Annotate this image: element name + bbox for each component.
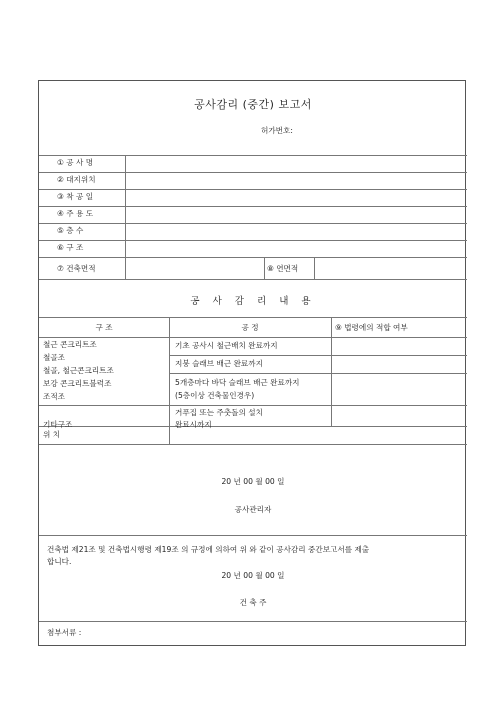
structure-other: 기타구조	[43, 420, 73, 429]
divider	[125, 155, 126, 279]
section-title: 공 사 감 리 내 용	[190, 296, 316, 307]
divider	[39, 426, 467, 427]
divider	[314, 257, 315, 279]
process-floor-slab: 5개층마다 바닥 슬래브 배근 완료까지	[175, 378, 300, 387]
divider	[39, 155, 467, 156]
divider	[39, 223, 467, 224]
declaration-signer: 건 축 주	[239, 598, 267, 607]
report-form	[38, 80, 466, 646]
process-foundation: 기초 공사시 철근배치 완료까지	[175, 341, 278, 350]
divider	[264, 257, 265, 279]
field-label-building-area: ⑦ 건축면적	[57, 264, 96, 273]
divider	[39, 621, 467, 622]
divider	[39, 172, 467, 173]
divider	[39, 257, 467, 258]
declaration-date: 20 년 00 월 00 일	[221, 571, 285, 580]
divider	[169, 355, 467, 356]
supervisor-signer: 공사관리자	[234, 505, 272, 514]
attachments-label: 첨부서류 :	[47, 628, 82, 637]
field-label-floors: ⑤ 층 수	[57, 226, 84, 235]
field-label-site-location: ② 대지위치	[57, 175, 96, 184]
structure-masonry: 조적조	[43, 392, 66, 401]
divider	[39, 206, 467, 207]
declaration-line-2: 합니다.	[47, 557, 72, 566]
header-structure: 구 조	[95, 323, 113, 332]
field-label-main-use: ④ 주 용 도	[57, 209, 94, 218]
process-floor-slab-note: (5층이상 건축물인경우)	[175, 391, 255, 400]
process-roof-slab: 지붕 슬래브 배근 완료까지	[175, 359, 263, 368]
divider	[169, 373, 467, 374]
process-formwork-2: 완료시까지	[175, 420, 212, 429]
permit-number-label: 허가번호:	[261, 126, 293, 135]
structure-steel: 철골조	[43, 353, 66, 362]
divider	[39, 405, 467, 406]
field-label-structure: ⑥ 구 조	[57, 243, 84, 252]
declaration-line-1: 건축법 제21조 및 건축법시행령 제19조 의 규정에 의하여 위 와 같이 공사감리 중간보고서를 제출	[47, 545, 370, 554]
structure-src: 철골, 철근콘크리트조	[43, 366, 114, 375]
divider	[331, 317, 332, 426]
field-label-start-date: ③ 착 공 일	[57, 192, 94, 201]
supervisor-date: 20 년 00 월 00 일	[221, 477, 285, 486]
divider	[39, 444, 467, 445]
divider	[39, 189, 467, 190]
divider	[39, 240, 467, 241]
form-title: 공사감리 (중간) 보고서	[194, 98, 312, 111]
process-formwork: 거푸집 또는 주춧돌의 설치	[175, 408, 263, 417]
structure-cmu: 보강 콘크리트블럭조	[43, 379, 112, 388]
divider	[39, 535, 467, 536]
header-compliance: ⑨ 법령에의 적합 여부	[335, 323, 408, 332]
field-label-project-name: ① 공 사 명	[57, 158, 94, 167]
divider	[39, 317, 467, 318]
structure-rc: 철근 콘크리트조	[43, 340, 97, 349]
field-label-total-floor-area: ⑧ 연면적	[267, 264, 299, 273]
header-process: 공 정	[241, 323, 259, 332]
divider	[39, 337, 467, 338]
location-label: 위 치	[43, 430, 61, 439]
divider	[39, 279, 467, 280]
divider	[169, 317, 170, 444]
